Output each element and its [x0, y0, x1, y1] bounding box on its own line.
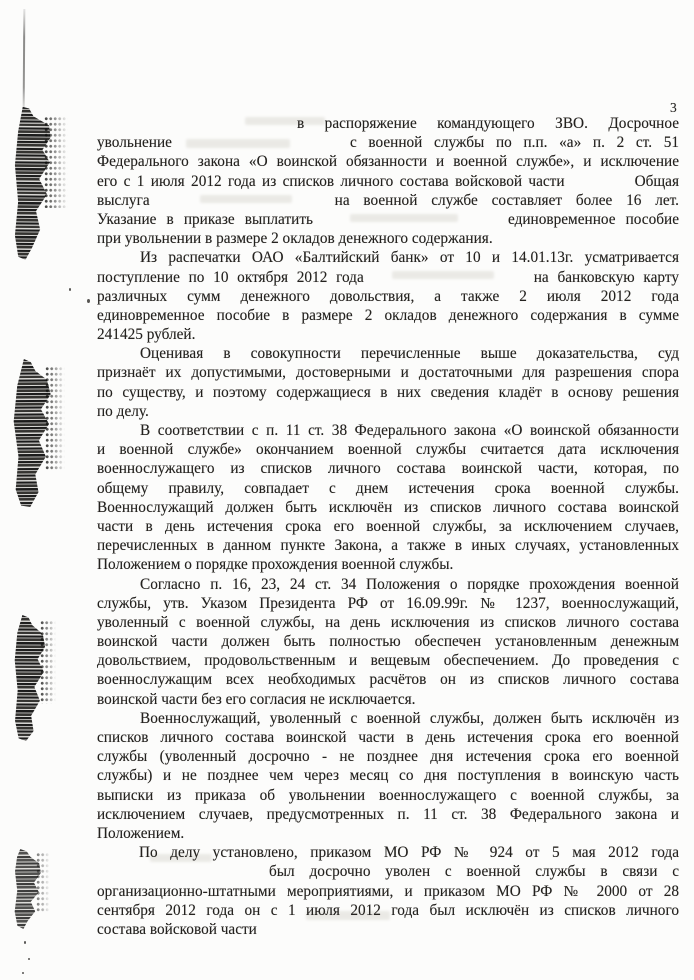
- text-line: [97, 363, 679, 382]
- text-run: Оценивая в совокупности перечисленные выше доказательства, суд: [140, 345, 679, 363]
- text-line: [97, 824, 679, 843]
- redacted-gap: [97, 434, 140, 435]
- text-line: [97, 920, 679, 939]
- scan-dot: [24, 941, 26, 944]
- text-line: [97, 229, 679, 248]
- redacted-gap: [150, 204, 335, 205]
- text-line: [97, 498, 679, 517]
- text-run: на военной службе составляет более 16 лет.: [334, 191, 679, 209]
- text-run: единовременное пособие: [507, 210, 679, 228]
- text-line: [97, 172, 679, 191]
- text-run: 241425 рублей.: [97, 326, 196, 344]
- text-run: был досрочно уволен с военной службы в связи с: [269, 863, 679, 881]
- page-number: 3: [670, 100, 677, 115]
- text-line: [97, 766, 679, 785]
- text-run: с военной службы по п.п. «а» п. 2 ст. 51: [349, 134, 679, 152]
- text-run: по делу.: [97, 402, 149, 420]
- text-run: уволенный с военной службы, на день исключения из списков личного состава: [97, 613, 679, 631]
- redacted-gap: [97, 588, 140, 589]
- text-run: в распоряжение командующего ЗВО. Досрочное: [297, 115, 679, 132]
- redacted-gap: [565, 185, 635, 186]
- text-run: службы (уволенный досрочно - не позднее дня истечения срока его военной: [97, 748, 679, 766]
- text-line: [97, 459, 679, 478]
- text-run: увольнение: [97, 134, 172, 152]
- text-line: [97, 268, 679, 287]
- text-line: [97, 210, 679, 229]
- text-run: единовременное пособие в размере 2 окладов денежного содержания в сумме: [97, 306, 679, 324]
- scan-speckle: [36, 852, 50, 912]
- text-run: службы) и не позднее чем через месяц со дня поступления в воинскую часть: [97, 767, 679, 785]
- text-run: перечисленных в данном пункте Закона, а также в иных случаях, установленных: [97, 537, 679, 555]
- text-line: [97, 594, 679, 613]
- text-run: Положением о порядке прохождения военной службы.: [97, 556, 454, 574]
- text-line: [97, 613, 679, 632]
- text-line: [97, 536, 679, 555]
- redacted-gap: [364, 281, 534, 282]
- text-line: [97, 901, 679, 920]
- redacted-gap: [313, 223, 508, 224]
- text-run: В соответствии с п. 11 ст. 38 Федерального закона «О воинской обязанности: [140, 422, 679, 439]
- text-run: Из распечатки ОАО «Балтийский банк» от 10 и 14.01.13г. усматривается: [140, 249, 679, 267]
- text-line: [97, 632, 679, 651]
- text-line: [97, 152, 679, 171]
- text-run: исключением случаев, предусмотренных п. 11 ст. 38 Федерального закона и: [97, 805, 679, 823]
- text-run: выписки из приказа об увольнении военнослужащего с военной службы, за: [97, 786, 679, 804]
- text-line: [97, 747, 679, 766]
- redacted-gap: [97, 261, 140, 262]
- text-run: воинской части без его согласия не исключается.: [97, 690, 416, 708]
- text-run: организационно-штатными мероприятиями, и приказом МО РФ № 2000 от 28: [97, 882, 679, 900]
- text-line: [97, 114, 679, 133]
- text-line: [97, 306, 679, 325]
- redacted-gap: [97, 127, 297, 128]
- text-run: Федерального закона «О воинской обязанности и военной службе», и исключение: [97, 153, 679, 171]
- text-run: Военнослужащий должен быть исключён из списков личного состава воинской: [97, 498, 679, 516]
- text-run: и военной службе» окончанием военной службы считается дата исключения: [97, 441, 679, 459]
- text-run: Положением.: [97, 824, 185, 842]
- scan-speckle: [45, 366, 65, 470]
- text-run: Общая: [634, 172, 679, 190]
- text-run: общему правилу, совпадает с днем истечения срока военной службы.: [97, 479, 679, 497]
- text-run: военнослужащим всех необходимых расчётов он из списков личного состава: [97, 671, 679, 689]
- text-run: на банковскую карту: [533, 268, 679, 286]
- text-line: [97, 728, 679, 747]
- text-run: воинской части должен быть полностью обеспечен установленным денежным: [97, 633, 679, 651]
- text-line: [97, 862, 679, 881]
- text-line: [97, 402, 679, 421]
- redacted-gap: [97, 722, 140, 723]
- text-run: различных сумм денежного довольствия, а также 2 июля 2012 года: [97, 287, 679, 305]
- scan-dot: [22, 972, 24, 974]
- scan-dot: [87, 299, 90, 303]
- text-run: выслуга: [97, 191, 150, 209]
- text-run: поступление по 10 октября 2012 года: [97, 268, 364, 286]
- text-line: [97, 575, 679, 594]
- redacted-gap: [97, 875, 269, 876]
- text-run: при увольнении в размере 2 окладов денежного содержания.: [97, 230, 493, 248]
- text-run: службы, утв. Указом Президента РФ от 16.09.99г. № 1237, военнослужащий,: [97, 594, 679, 612]
- text-line: [97, 670, 679, 689]
- text-line: [97, 248, 679, 267]
- redacted-gap: [97, 357, 140, 358]
- text-line: [97, 440, 679, 459]
- scan-speckle: [40, 620, 56, 704]
- redacted-gap: [172, 146, 350, 147]
- text-run: по существу, и поэтому содержащиеся в них сведения кладёт в основу решения: [97, 383, 679, 401]
- text-line: [97, 709, 679, 728]
- text-line: [97, 191, 679, 210]
- text-line: [97, 344, 679, 363]
- text-run: Военнослужащий, уволенный с военной службы, должен быть исключён из: [140, 709, 679, 727]
- text-line: [97, 786, 679, 805]
- text-run: По делу установлено, приказом МО РФ № 924 от 5 мая 2012 года: [139, 844, 679, 862]
- text-run: списков личного состава воинской части в день истечения срока его военной: [97, 729, 679, 746]
- text-line: [97, 805, 679, 824]
- text-line: [97, 325, 679, 344]
- text-line: [97, 843, 679, 862]
- scan-speckle: [44, 116, 68, 208]
- text-line: [97, 517, 679, 536]
- scan-dot: [28, 958, 30, 960]
- text-line: [97, 383, 679, 402]
- text-run: признаёт их допустимыми, достоверными и достаточными для разрешения спора: [97, 364, 679, 382]
- text-line: [97, 133, 679, 152]
- text-line: [97, 882, 679, 901]
- text-line: [97, 555, 679, 574]
- text-line: [97, 651, 679, 670]
- text-run: Указание в приказе выплатить: [97, 210, 313, 228]
- scan-line-artifact: [23, 9, 26, 109]
- text-run: части в день истечения срока его военной службы, за исключением случаев,: [97, 517, 679, 535]
- text-run: сентября 2012 года он с 1 июля 2012 года был исключён из списков личного: [97, 901, 679, 919]
- text-line: [97, 690, 679, 709]
- text-run: состава войсковой части: [97, 920, 257, 938]
- text-run: Согласно п. 16, 23, 24 ст. 34 Положения о порядке прохождения военной: [140, 575, 679, 593]
- text-line: [97, 479, 679, 498]
- redacted-gap: [97, 856, 139, 857]
- text-run: его с 1 июля 2012 года из списков личного состава войсковой части: [97, 172, 565, 190]
- document-text: [97, 114, 679, 939]
- scan-dot: [69, 288, 71, 291]
- text-run: довольствием, продовольственным и вещевым обеспечением. До проведения с: [97, 652, 679, 670]
- text-line: [97, 287, 679, 306]
- text-run: военнослужащего из списков личного состава воинской части, которая, по: [97, 460, 679, 478]
- text-line: [97, 421, 679, 440]
